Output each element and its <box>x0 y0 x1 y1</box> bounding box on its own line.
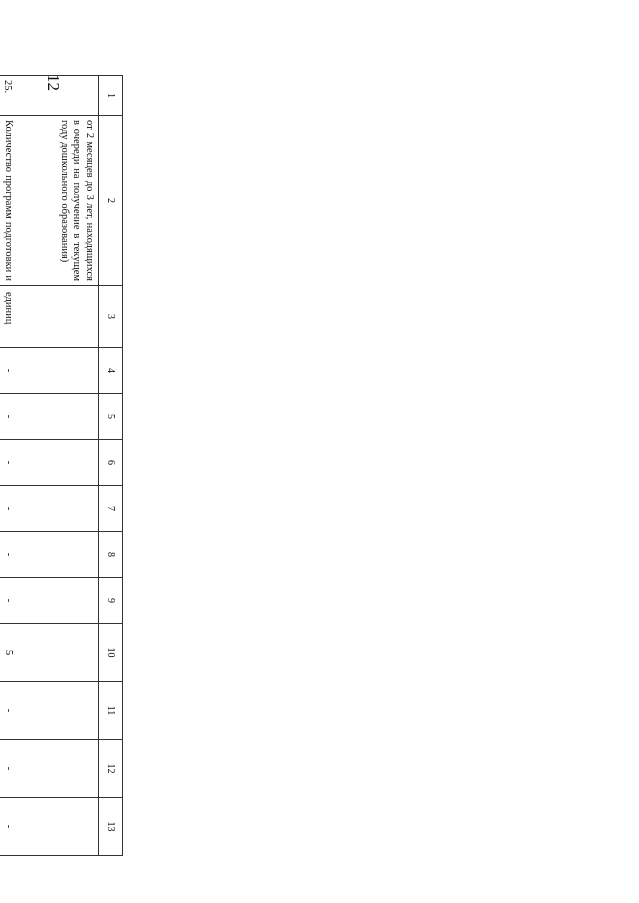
column-header: 5 <box>99 394 123 440</box>
value-cell <box>17 682 99 740</box>
column-header: 12 <box>99 740 123 798</box>
column-header: 6 <box>99 440 123 486</box>
unit-cell <box>17 286 99 348</box>
table-row <box>0 76 17 856</box>
row-number: 25. <box>0 76 17 116</box>
value-cell <box>17 532 99 578</box>
indicator-table <box>0 75 123 856</box>
value-cell: 5 <box>0 624 17 682</box>
column-header: 10 <box>99 624 123 682</box>
value-cell <box>17 624 99 682</box>
value-cell <box>17 440 99 486</box>
row-number <box>17 76 99 116</box>
page-number: 12 <box>44 74 63 91</box>
value-cell <box>17 740 99 798</box>
table-row <box>17 76 99 856</box>
indicator-name: от 2 месяцев до 3 лет, находящихся в очереди на получение в текущем году дошкольного образования) <box>17 116 99 286</box>
column-header: 13 <box>99 798 123 856</box>
column-header: 4 <box>99 348 123 394</box>
unit-cell: единиц <box>0 286 17 348</box>
indicator-table-sheet <box>0 75 123 855</box>
value-cell: - <box>0 486 17 532</box>
indicator-name: Количество программ подготовки и <box>0 116 17 286</box>
value-cell <box>17 798 99 856</box>
column-header: 3 <box>99 286 123 348</box>
value-cell: - <box>0 394 17 440</box>
value-cell: - <box>0 578 17 624</box>
value-cell <box>17 394 99 440</box>
column-header: 9 <box>99 578 123 624</box>
column-header: 11 <box>99 682 123 740</box>
value-cell: - <box>0 740 17 798</box>
value-cell <box>17 578 99 624</box>
value-cell <box>17 348 99 394</box>
column-header: 1 <box>99 76 123 116</box>
column-number-row <box>99 76 123 856</box>
value-cell: - <box>0 532 17 578</box>
column-header: 7 <box>99 486 123 532</box>
value-cell: - <box>0 798 17 856</box>
column-header: 8 <box>99 532 123 578</box>
value-cell <box>17 486 99 532</box>
value-cell: - <box>0 348 17 394</box>
value-cell: - <box>0 440 17 486</box>
column-header: 2 <box>99 116 123 286</box>
value-cell: - <box>0 682 17 740</box>
